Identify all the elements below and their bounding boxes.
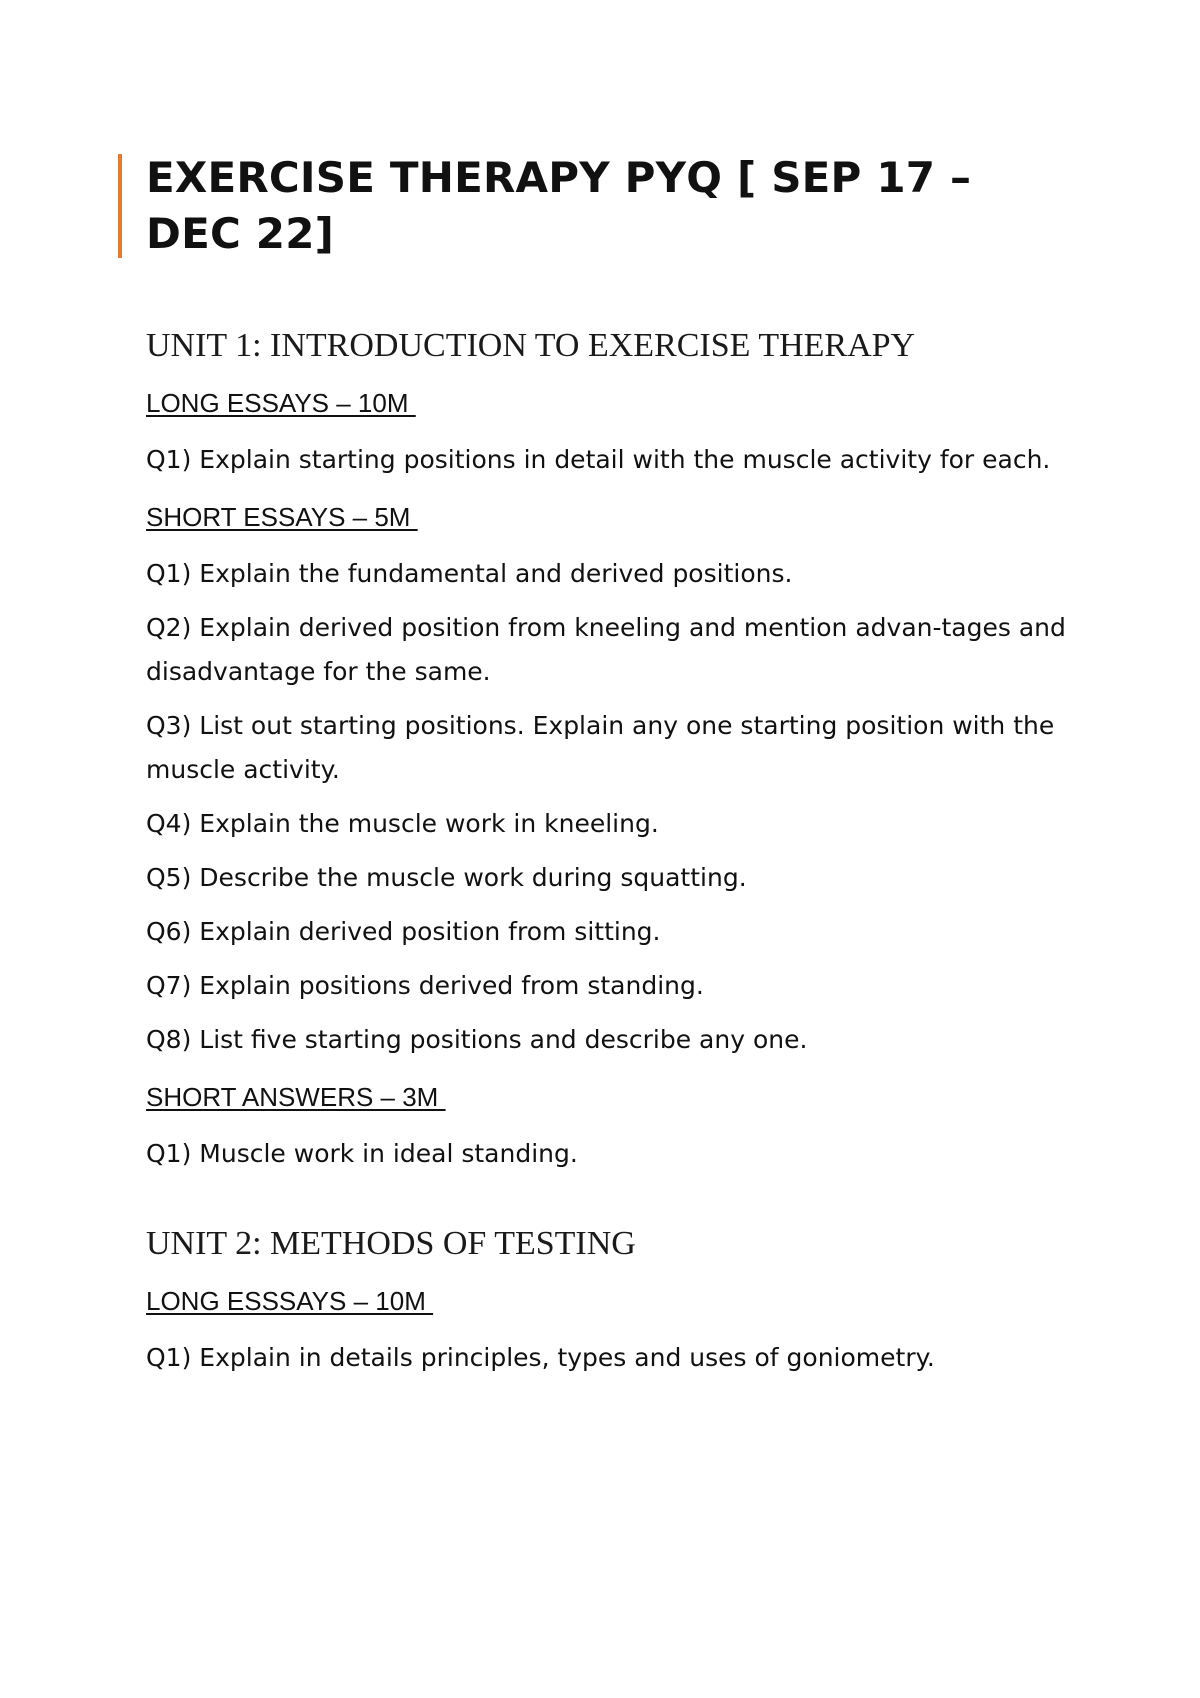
question-item: Q1) Explain in details principles, types and uses of goniometry.	[146, 1343, 935, 1372]
question-item: Q1) Muscle work in ideal standing.	[146, 1139, 578, 1168]
question-item: Q8) List five starting positions and describe any one.	[146, 1025, 808, 1054]
title-block	[118, 152, 1078, 260]
question-item: Q3) List out starting positions. Explain any one starting position with the muscle activity.	[146, 711, 1055, 784]
section-label: SHORT ESSAYS – 5M	[146, 502, 418, 532]
document-title: EXERCISE THERAPY PYQ [ SEP 17 – DEC 22]	[146, 153, 972, 258]
question-item: Q5) Describe the muscle work during squatting.	[146, 863, 747, 892]
question-item: Q6) Explain derived position from sitting.	[146, 917, 661, 946]
section-label: LONG ESSSAYS – 10M	[146, 1286, 434, 1316]
question-item: Q7) Explain positions derived from standing.	[146, 971, 704, 1000]
section-label: SHORT ANSWERS – 3M	[146, 1082, 446, 1112]
question-item: Q1) Explain starting positions in detail with the muscle activity for each.	[146, 445, 1051, 474]
question-item: Q1) Explain the fundamental and derived positions.	[146, 559, 793, 588]
question-item: Q2) Explain derived position from kneeling and mention advan-tages and disadvantage for the same.	[146, 613, 1066, 686]
question-item: Q4) Explain the muscle work in kneeling.	[146, 809, 659, 838]
document-body	[146, 320, 1066, 1380]
section-label: LONG ESSAYS – 10M	[146, 388, 416, 418]
unit-heading: UNIT 2: METHODS OF TESTING	[146, 1225, 636, 1262]
title-accent-bar	[118, 154, 122, 258]
unit-heading: UNIT 1: INTRODUCTION TO EXERCISE THERAPY	[146, 327, 916, 364]
